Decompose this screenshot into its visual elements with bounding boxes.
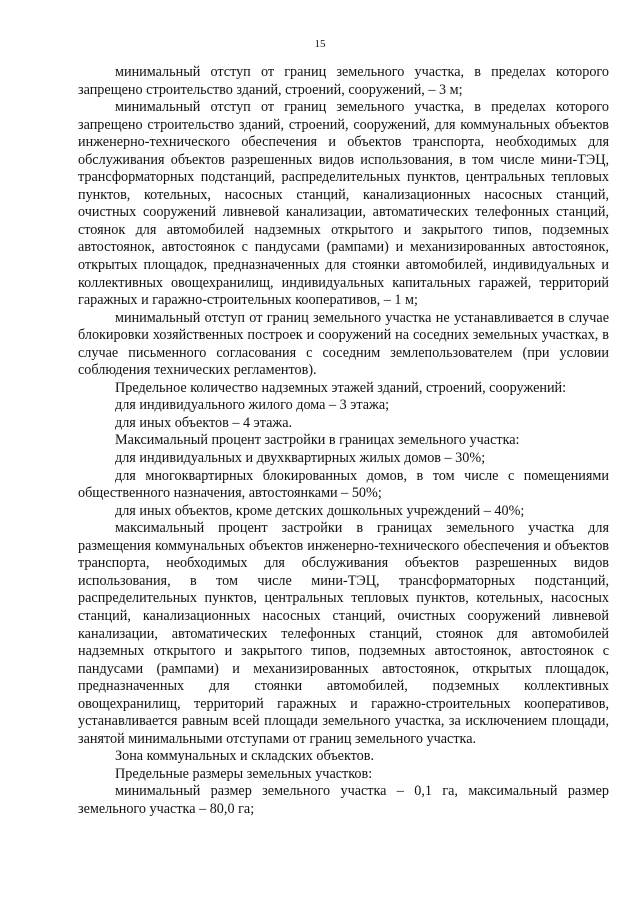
- paragraph: Максимальный процент застройки в границах земельного участка:: [115, 432, 520, 449]
- document-body: [78, 64, 609, 819]
- paragraph: для иных объектов – 4 этажа.: [115, 414, 293, 431]
- paragraph: минимальный отступ от границ земельного участка, в пределах которого запрещено строительство зданий, строений, сооружений, – 3 м;: [78, 64, 609, 98]
- paragraph: минимальный размер земельного участка – 0,1 га, максимальный размер земельного участка – 80,0 га;: [78, 783, 609, 817]
- paragraph: максимальный процент застройки в границах земельного участка для размещения коммунальных объектов инженерно-технического обеспечения и объектов транспорта, необходимых для обслуживания объектов разрешенных видов использования, в том числе мини-ТЭЦ, трансформаторных подстанций, распределительных пунктов, центральных тепловых пунктов, котельных, насосных станций, канализационных насосных станций, очистных сооружений ливневой канализации, автоматических телефонных станций, стоянок для автомобилей надземных открытого и закрытого типов, подземных автостоянок, автостоянок с пандусами (рампами) и механизированных автостоянок, открытых площадок, предназначенных для стоянки автомобилей, подземных коллективных овощехранилищ, территорий гаражных и гаражно-строительных кооперативов, устанавливается равным всей площади земельного участка, за исключением площади, занятой минимальными отступами от границ земельного участка.: [78, 520, 609, 747]
- paragraph: для многоквартирных блокированных домов, в том числе с помещениями общественного назначения, автостоянками – 50%;: [78, 467, 609, 502]
- paragraph: для индивидуальных и двухквартирных жилых домов – 30%;: [115, 450, 486, 467]
- paragraph: Предельное количество надземных этажей зданий, строений, сооружений:: [115, 379, 567, 396]
- paragraph: минимальный отступ от границ земельного участка не устанавливается в случае блокировки хозяйственных построек и сооружений на соседних земельных участках, в случае письменного согласования с соседним землепользователем (при условии соблюдения технических регламентов).: [78, 309, 609, 379]
- page-number: 15: [314, 38, 326, 50]
- paragraph: для индивидуального жилого дома – 3 этажа;: [115, 397, 390, 414]
- paragraph: Предельные размеры земельных участков:: [115, 765, 373, 782]
- paragraph: минимальный отступ от границ земельного участка, в пределах которого запрещено строительство зданий, строений, сооружений, для коммунальных объектов инженерно-технического обеспечения и объектов транспорта, необходимых для обслуживания объектов разрешенных видов использования, в том числе мини-ТЭЦ, трансформаторных подстанций, распределительных пунктов, центральных тепловых пунктов, котельных, насосных станций, канализационных насосных станций, очистных сооружений ливневой канализации, автоматических телефонных станций, стоянок для автомобилей надземных открытого и закрытого типов, подземных автостоянок, автостоянок с пандусами (рампами) и механизированных автостоянок, открытых площадок, предназначенных для стоянки автомобилей, индивидуальных и коллективных овощехранилищ, индивидуальных капитальных гаражей, территорий гаражных и гаражно-строительных кооперативов, – 1 м;: [78, 99, 609, 309]
- paragraph: Зона коммунальных и складских объектов.: [115, 748, 375, 765]
- paragraph: для иных объектов, кроме детских дошкольных учреждений – 40%;: [115, 502, 525, 519]
